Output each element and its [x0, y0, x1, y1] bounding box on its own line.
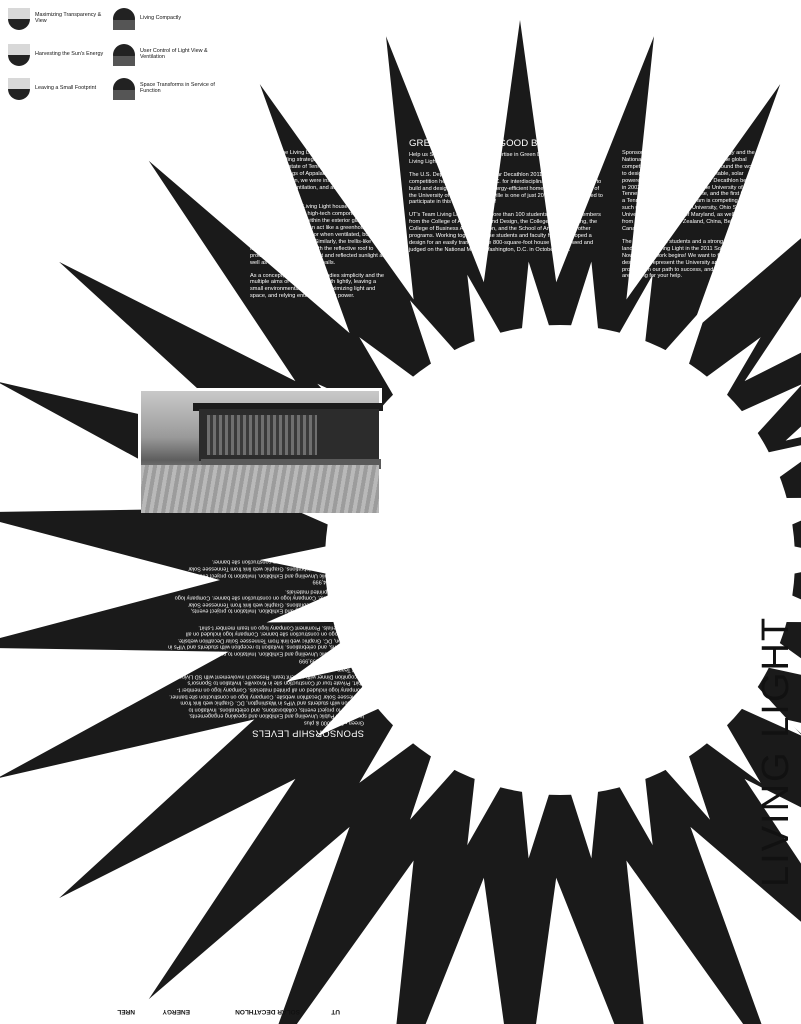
ut-logo: UT [331, 1008, 340, 1015]
legend-item [8, 8, 113, 30]
sponsor-info-column [622, 150, 760, 286]
level-name: Green • $100,000 & plus [303, 719, 364, 726]
sponsor-info-paragraph: The efforts of UT's students and a strong proposal landed Team Living Light in the 2011 Solar Decathlon. Now the real work begins! We want to fully execute our design and represent the University and Tennessee proudly! On our path to success, and a hopeful win, we are asking for your help. [622, 238, 759, 280]
sponsorship-heading: SPONSORSHIP LEVELS [251, 728, 364, 740]
business-paragraph: UT's Team Living Light involves more than 100 students and faculty members from the College of Architecture and Design, the College of Engineering, the College of Business Administration, and the School of Art as well as other programs. Working together, these students and faculty have developed a design for an easily transportable 800-square-foot house to be viewed and judged on the National Mall in Washington, D.C. in October 2011. [409, 212, 601, 253]
sponsor-level [168, 587, 364, 620]
intro-paragraph: Many features of the Living Light house combine these low-tech solutions with high-tech components. For example, the airspace within the exterior glass walls of the Living Light house can act like a greenhouse to warm the home in winter, or when ventilated, buffer against the summer heat. Similarly, the trellis-like tubular solar array works with the reflective roof to produce electricity from direct and reflected sunlight as well as shading the roof and walls. [250, 204, 386, 266]
energy-logo: ENERGY [162, 1008, 190, 1015]
legend-label: User Control of Light View & Ventilation [140, 48, 208, 60]
nrel-logo: NREL [117, 1008, 135, 1015]
living-light-brand [751, 615, 801, 895]
legend-label: Leaving a Small Footprint [35, 85, 97, 92]
legend-label: Harvesting the Sun's Energy [35, 51, 104, 58]
section-subheading: Help us Showcase Tennessee's Expertise in Green Design by Supporting the Living Light Team. [409, 152, 600, 165]
photo-glass [207, 415, 317, 455]
feature-legend [8, 8, 248, 108]
business-column [409, 139, 605, 260]
solar-decathlon-logo: SOLAR DECATHLON [235, 1008, 300, 1015]
sponsor-info-paragraph: Sponsored by the U.S. Department of Energy and the National Renewable Energy Laboratory, the global competition challenges students from around the world to design and build functioning, marketable, solar powered houses. Although the Solar Decathlon began in 2002, this marks the first time the University of Tennessee, Knoxville will compete, and the first time for a Tennessee university. Our team is competing against such universities as Purdue University, Ohio State University, the University of Maryland, as well as teams from universities in New Zealand, China, Belgiumand Canada. [622, 150, 760, 232]
legend-label: Maximizing Transparency & View [35, 12, 102, 24]
legend-item [113, 78, 218, 100]
footer-logos [100, 996, 340, 1018]
level-name: White • $25,000-49,999 [306, 614, 364, 621]
intro-column [250, 150, 386, 306]
space-transform-icon [113, 78, 135, 100]
level-name: Orange • $50,000-$99,999 [299, 656, 364, 663]
legend-label: Living Compactly [140, 15, 182, 22]
house-photo [138, 388, 382, 509]
section-heading: GREEN DESIGN IS GOOD BUSINESS [409, 138, 581, 149]
level-benefits: Invitation to Public Unveiling and Exhibition. Invitation to project events, collaborations, and celebrations. Graphic web link from Tennessee Solar Decathlon website. Company logo on construction site banner. [188, 558, 364, 578]
photo-deck [141, 465, 379, 513]
intro-paragraph: As a concept, Living Light embodies simplicity and the multiple aims of touching the earth lightly, leaving a small environmental footprint, maximizing light and space, and relying entirely on solar power. [250, 272, 385, 300]
legend-item [8, 44, 113, 66]
user-control-icon [113, 44, 135, 66]
level-benefits: Invitation to Public Unveiling and Exhibition. Invitation to project events, collaborations, and celebrations. Invitation to reception with students and VIPs in Washington, DC. Graphic web link from Tennessee Solar Decathlon website. Company logo on construction site banner. Company logo included on all printed materials. Prominent Company logo on team member t-shirt. [168, 623, 364, 657]
sponsor-level [168, 623, 364, 663]
brand-wordmark: LIVING LIGHT [754, 615, 797, 887]
transparency-icon [8, 8, 30, 30]
level-benefits: Invitation to Public Unveiling and Exhibition. Invitation to project events, collaborations, and celebrations. Graphic web link from Tennessee Solar Decathlon website. Company logo on construction site banner. Company logo included on all printed materials. [174, 587, 364, 614]
legend-item [113, 8, 218, 30]
legend-item [8, 78, 113, 100]
legend-item [113, 44, 218, 66]
level-benefits: Invitation to Public Unveiling and Exhibition and speaking engagements. Invitation to project events, collaborations, and celebrations. Invitation to reception with students and VIPs in Washington, DC. Graphic web link from Tennessee Solar Decathlon website. Company logo on construction site banner. Company logo included on all printed materials. Company logo on member t-shirt. Private tour of Construction site in Knoxville. Invitation to Sponsor's Recognition Dinner with student team. Research involvement with SD Living Light Team. [169, 666, 364, 719]
intro-paragraph: Our design, the Living Light house, builds upon traditional building strategies and the history of energy research in the state of Tennessee. From the traditional buildings of Appalachia, the dogtrot house and cantilever barn, we were inspired to incorporate daylight, natural ventilation, and adaptability to natural conditions. [250, 150, 385, 198]
business-paragraph: The U.S. Department of Energy Solar Decathlon 2011 is an international competition held in Washington, D.C. for interdisciplinary student-led teams to build and design solar-powered, energy-efficient homes. Team Living Light of the University of Tennessee, Knoxville is one of just 20 competitors selected to participate in this prestigious event! [409, 171, 603, 206]
sponsorship-levels [168, 555, 364, 739]
sun-energy-icon [8, 44, 30, 66]
level-name: Blue • $1,000-24,999 [312, 578, 364, 585]
legend-label: Space Transforms in Service of Function [140, 82, 215, 94]
sponsor-level [168, 558, 364, 584]
compact-icon [113, 8, 135, 30]
footprint-icon [8, 78, 30, 100]
sponsor-level [168, 666, 364, 725]
